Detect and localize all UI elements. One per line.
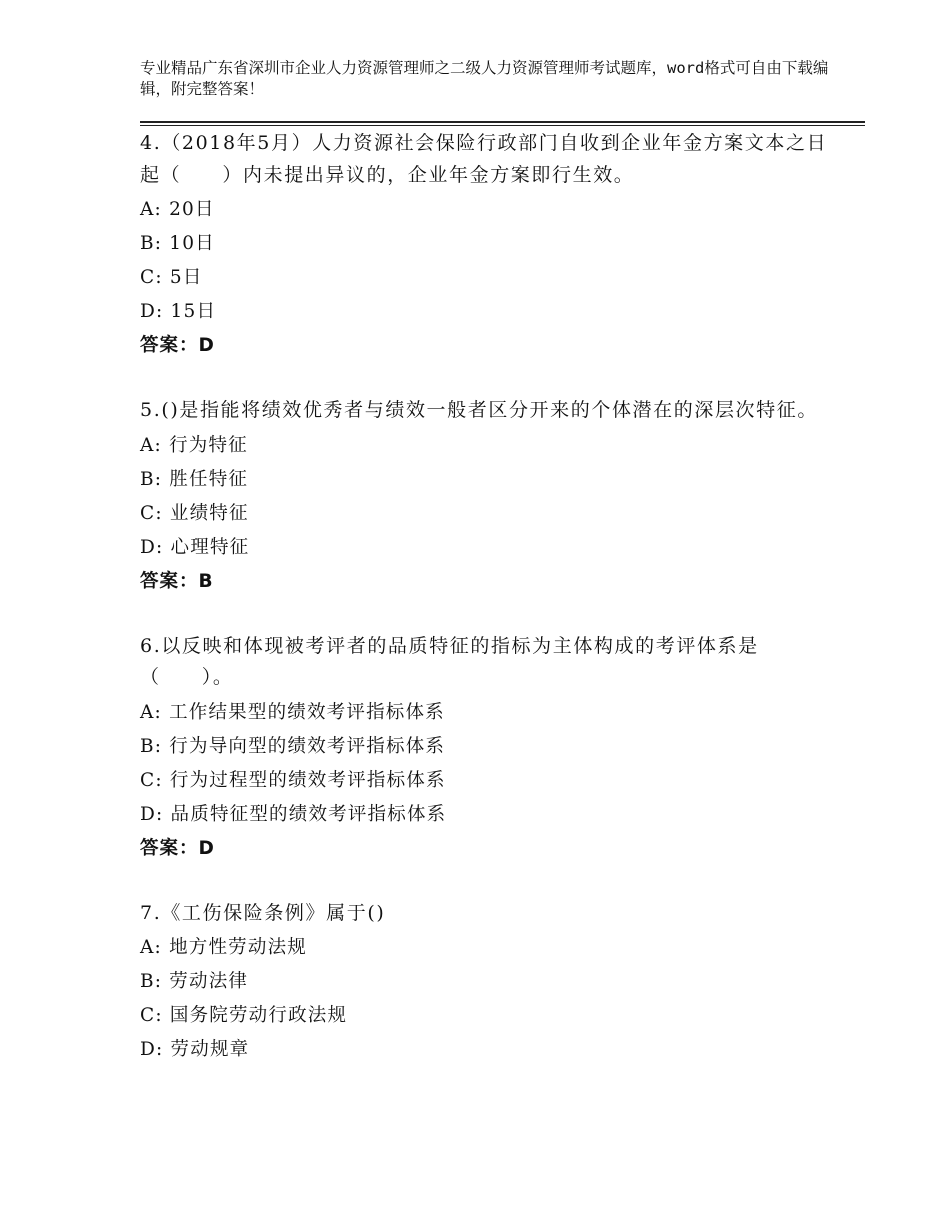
option-c: C: 5日 [140, 267, 203, 288]
option-a: A: 地方性劳动法规 [140, 937, 307, 958]
option-a: A: 20日 [140, 199, 215, 220]
option-c: C: 国务院劳动行政法规 [140, 1005, 348, 1026]
answer-line: 答案：D [140, 335, 215, 356]
question-list [140, 128, 840, 1099]
question-5 [140, 395, 840, 599]
option-d: D: 品质特征型的绩效考评指标体系 [140, 803, 447, 825]
answer-line: 答案：D [140, 837, 215, 859]
option-b: B: 劳动法律 [140, 971, 249, 992]
header-divider-thin [140, 125, 865, 126]
option-c: C: 业绩特征 [140, 502, 249, 524]
answer-line: 答案：B [140, 570, 214, 592]
question-stem: 4.（2018年5月）人力资源社会保险行政部门自收到企业年金方案文本之日起（ ）内未提出异议的，企业年金方案即行生效。 [140, 132, 828, 186]
option-d: D: 劳动规章 [140, 1039, 250, 1060]
option-a: A: 工作结果型的绩效考评指标体系 [140, 701, 445, 723]
option-d: D: 心理特征 [140, 536, 250, 558]
option-d: D: 15日 [140, 301, 217, 322]
question-stem: 7.《工伤保险条例》属于() [140, 901, 386, 924]
question-4 [140, 128, 840, 363]
question-stem: 5.()是指能将绩效优秀者与绩效一般者区分开来的个体潜在的深层次特征。 [140, 399, 818, 421]
question-7 [140, 898, 840, 1068]
question-6 [140, 631, 840, 866]
option-b: B: 行为导向型的绩效考评指标体系 [140, 735, 446, 757]
option-b: B: 胜任特征 [140, 468, 249, 490]
question-stem: 6.以反映和体现被考评者的品质特征的指标为主体构成的考评体系是（ ）。 [140, 634, 759, 688]
option-c: C: 行为过程型的绩效考评指标体系 [140, 769, 446, 791]
option-b: B: 10日 [140, 233, 215, 254]
option-a: A: 行为特征 [140, 434, 248, 456]
document-header: 专业精品广东省深圳市企业人力资源管理师之二级人力资源管理师考试题库，word格式可自由下载编辑，附完整答案！ [140, 59, 829, 98]
header-divider-thick [140, 121, 865, 123]
